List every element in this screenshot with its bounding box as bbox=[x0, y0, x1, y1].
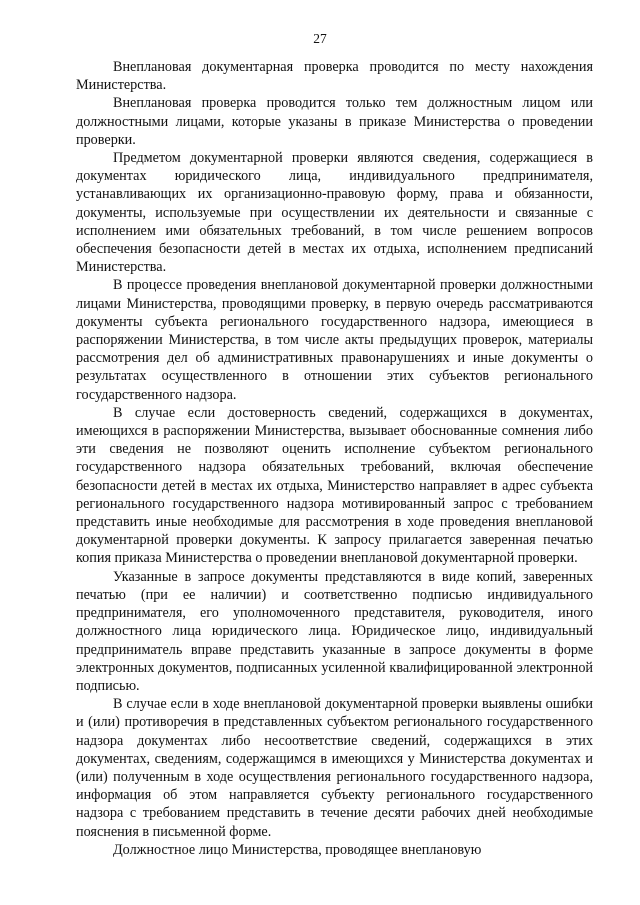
paragraph-7: В случае если в ходе внеплановой документарной проверки выявлены ошибки и (или) противоречия в представленных субъектом регионального государственного надзора документах либо несоответствие сведений, содержащихся в этих документах, сведениям, содержащимся в имеющихся у Министерства документах и (или) полученным в ходе осуществления регионального государственного надзора, информация об этом направляется субъекту регионального государственного надзора с требованием представить в течение десяти рабочих дней необходимые пояснения в письменной форме. bbox=[76, 696, 593, 840]
page-number: 27 bbox=[313, 31, 327, 46]
paragraph-4: В процессе проведения внеплановой документарной проверки должностными лицами Министерства, проводящими проверку, в первую очередь рассматриваются документы субъекта регионального государственного надзора, имеющиеся в распоряжении Министерства, в том числе акты предыдущих проверок, материалы рассмотрения дел об административных правонарушениях и иные документы о результатах осуществленного в отношении этих субъектов регионального государственного надзора. bbox=[76, 277, 593, 403]
paragraph-8: Должностное лицо Министерства, проводящее внеплановую bbox=[113, 841, 482, 858]
paragraph-6: Указанные в запросе документы представляются в виде копий, заверенных печатью (при ее наличии) и соответственно подписью индивидуального предпринимателя, его уполномоченного представителя, руководителя, иного должностного лица юридического лица. Юридическое лицо, индивидуальный предприниматель вправе представить указанные в запросе документы в форме электронных документов, подписанных усиленной квалифицированной электронной подписью. bbox=[76, 568, 593, 694]
paragraph-1: Внеплановая документарная проверка проводится по месту нахождения Министерства. bbox=[76, 59, 593, 94]
paragraph-3: Предметом документарной проверки являются сведения, содержащиеся в документах юридического лица, индивидуального предпринимателя, устанавливающих их организационно-правовую форму, права и обязанности, документы, используемые при осуществлении их деятельности и связанные с исполнением ими обязательных требований, в том числе решением вопросов обеспечения безопасности детей в местах их отдыха, исполнением предписаний Министерства. bbox=[76, 150, 593, 276]
body-text bbox=[76, 58, 593, 859]
paragraph-2: Внеплановая проверка проводится только тем должностным лицом или должностными лицами, которые указаны в приказе Министерства о проведении проверки. bbox=[76, 95, 593, 148]
paragraph-5: В случае если достоверность сведений, содержащихся в документах, имеющихся в распоряжении Министерства, вызывает обоснованные сомнения либо эти сведения не позволяют оценить исполнение субъектом регионального государственного надзора обязательных требований, включая обеспечение безопасности детей в местах их отдыха, Министерство направляет в адрес субъекта регионального государственного надзора мотивированный запрос с требованием представить иные необходимые для рассмотрения в ходе проведения внеплановой документарной проверки документы. К запросу прилагается заверенная печатью копия приказа Министерства о проведении внеплановой документарной проверки. bbox=[76, 404, 593, 567]
